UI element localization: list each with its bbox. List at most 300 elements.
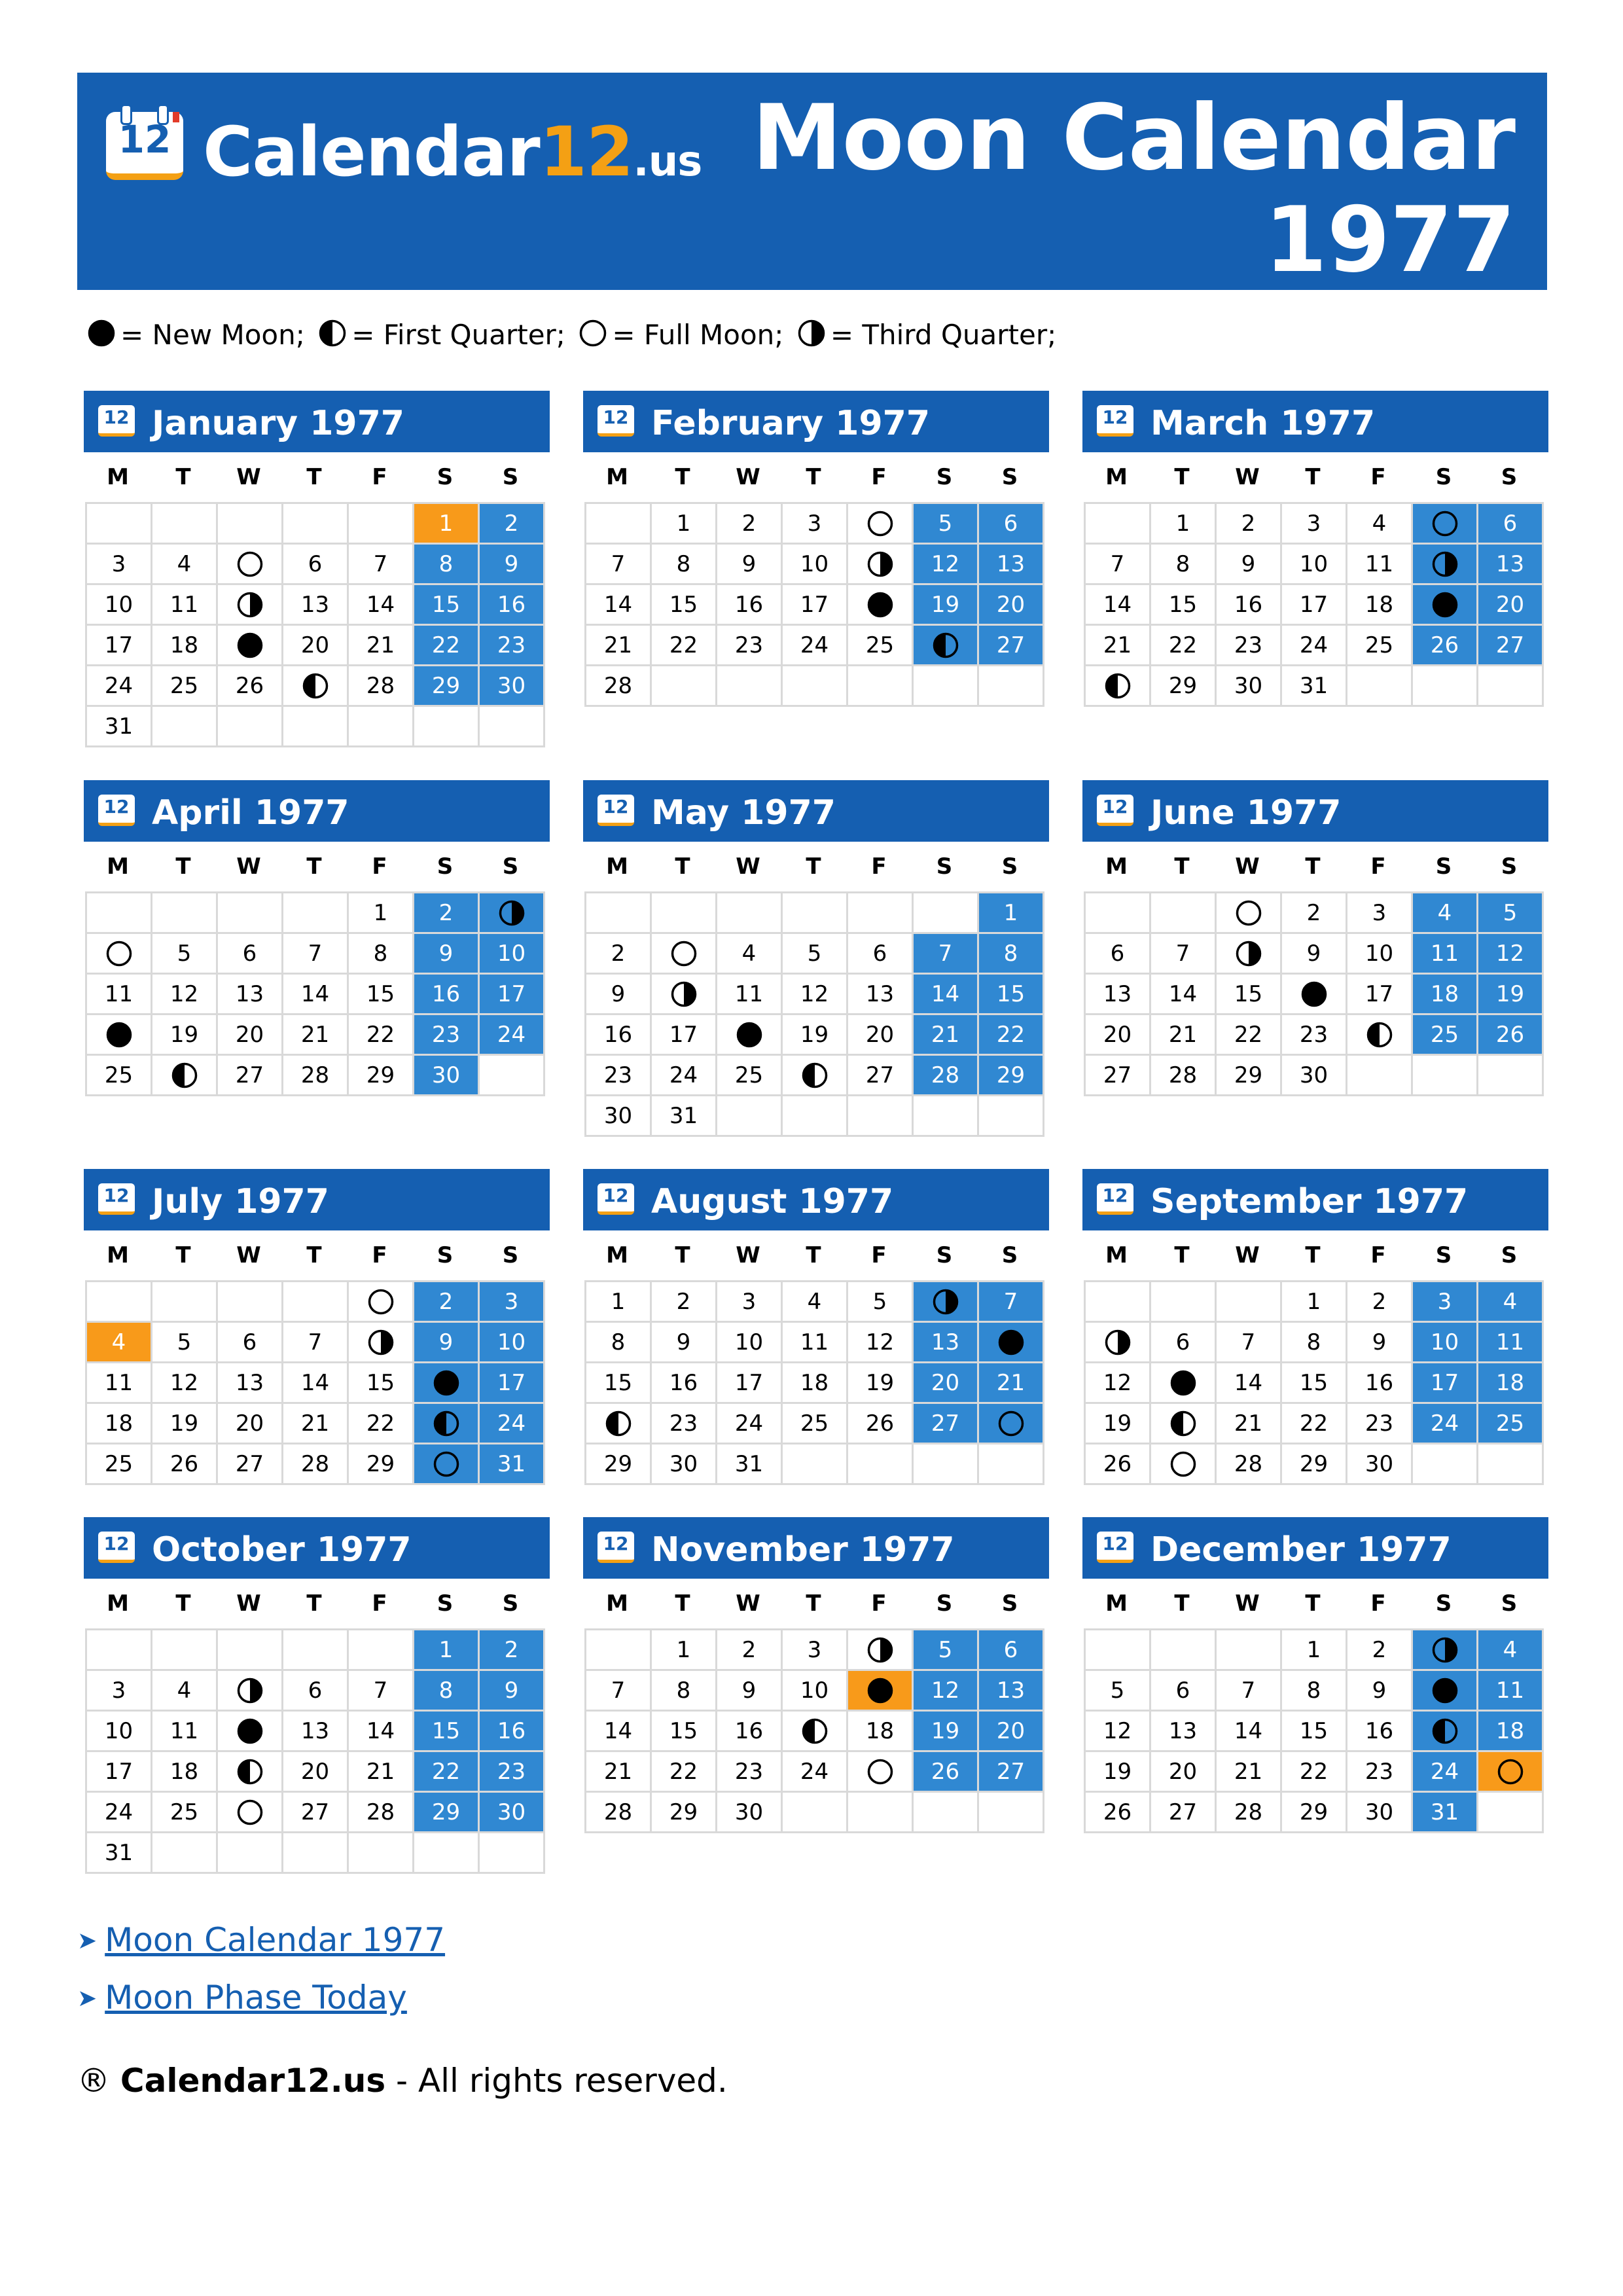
weekday-label: T (675, 1242, 690, 1268)
day-cell: 2 (480, 504, 545, 545)
day-cell: 14 (349, 585, 414, 626)
full-moon-icon (1170, 1451, 1196, 1477)
third-quarter-icon (237, 592, 263, 618)
empty-cell (1217, 1630, 1282, 1671)
day-cell: 26 (152, 1444, 218, 1485)
day-cell: 22 (1217, 1015, 1282, 1056)
day-cell: 16 (1347, 1712, 1413, 1752)
day-cell: 9 (414, 934, 480, 975)
day-cell-first (914, 626, 979, 666)
day-cell-new (414, 1363, 480, 1404)
day-cell: 13 (218, 975, 283, 1015)
day-cell: 9 (1282, 934, 1347, 975)
day-cell: 18 (1347, 585, 1413, 626)
day-cell: 27 (848, 1056, 914, 1096)
page-title (752, 87, 1516, 291)
day-cell: 31 (87, 707, 152, 747)
day-cell: 7 (1086, 545, 1151, 585)
day-cell: 13 (979, 545, 1044, 585)
month-calendar (84, 1517, 550, 1874)
full-moon-icon (579, 319, 607, 353)
day-cell: 8 (414, 1671, 480, 1712)
day-cell: 10 (480, 1323, 545, 1363)
first-quarter-icon (605, 1410, 632, 1437)
weekday-label: S (1501, 464, 1518, 490)
empty-cell (480, 1833, 545, 1874)
first-quarter-icon (302, 673, 329, 699)
day-cell: 15 (414, 1712, 480, 1752)
day-cell: 26 (1478, 1015, 1544, 1056)
empty-cell (349, 1630, 414, 1671)
day-cell: 30 (1282, 1056, 1347, 1096)
third-quarter-icon (867, 551, 893, 577)
full-moon-icon (1236, 900, 1262, 926)
day-cell: 1 (652, 504, 717, 545)
day-cell: 29 (1282, 1793, 1347, 1833)
day-cell-full (87, 934, 152, 975)
calendar-icon (1097, 795, 1133, 826)
day-cell-first (1347, 1015, 1413, 1056)
calendar-icon (597, 1532, 634, 1563)
first-quarter-icon (1105, 673, 1131, 699)
new-moon-icon (867, 592, 893, 618)
day-cell-new (87, 1015, 152, 1056)
month-header (84, 1517, 550, 1579)
day-cell: 23 (1217, 626, 1282, 666)
new-moon-icon (998, 1329, 1024, 1355)
day-cell: 14 (1217, 1363, 1282, 1404)
day-cell: 11 (1478, 1323, 1544, 1363)
empty-cell (1413, 1444, 1478, 1485)
moon-calendar-link-text[interactable]: Moon Calendar 1977 (105, 1921, 446, 1959)
logo-icon-number: 12 (118, 117, 171, 162)
day-cell-first (1151, 1404, 1217, 1444)
day-cell-first (152, 1056, 218, 1096)
day-cell-new (1151, 1363, 1217, 1404)
day-cell: 14 (1217, 1712, 1282, 1752)
days-grid (584, 502, 1044, 707)
weekday-label: S (437, 1242, 454, 1268)
day-cell: 3 (480, 1282, 545, 1323)
days-grid (1084, 1628, 1544, 1833)
day-cell: 21 (914, 1015, 979, 1056)
calendar-icon-number: 12 (103, 406, 130, 428)
day-cell: 1 (414, 1630, 480, 1671)
day-cell: 13 (218, 1363, 283, 1404)
empty-cell (979, 1793, 1044, 1833)
day-cell: 18 (1478, 1363, 1544, 1404)
weekday-label: S (1435, 853, 1452, 880)
day-cell: 16 (1217, 585, 1282, 626)
day-cell: 24 (87, 1793, 152, 1833)
moon-phase-today-link[interactable] (77, 1979, 445, 2017)
day-cell: 23 (1347, 1752, 1413, 1793)
day-cell: 4 (783, 1282, 848, 1323)
day-cell: 4 (87, 1323, 152, 1363)
day-cell: 31 (1413, 1793, 1478, 1833)
weekday-label: T (175, 464, 191, 490)
day-cell: 9 (652, 1323, 717, 1363)
day-cell: 19 (152, 1015, 218, 1056)
weekday-label: S (1001, 1590, 1018, 1617)
day-cell: 24 (1282, 626, 1347, 666)
full-moon-icon (368, 1289, 394, 1315)
day-cell-first (1086, 666, 1151, 707)
day-cell: 30 (480, 1793, 545, 1833)
empty-cell (1217, 1282, 1282, 1323)
first-quarter-icon (237, 1759, 263, 1785)
day-cell: 15 (979, 975, 1044, 1015)
empty-cell (283, 1630, 349, 1671)
empty-cell (349, 707, 414, 747)
day-cell: 15 (349, 975, 414, 1015)
weekday-label: T (675, 1590, 690, 1617)
weekday-label: T (306, 853, 322, 880)
day-cell: 20 (218, 1404, 283, 1444)
day-cell: 4 (1478, 1282, 1544, 1323)
logo-suffix: .us (633, 137, 702, 186)
empty-cell (218, 707, 283, 747)
empty-cell (283, 1282, 349, 1323)
day-cell: 21 (1217, 1752, 1282, 1793)
weekday-label: F (1370, 1590, 1386, 1617)
day-cell-third (848, 545, 914, 585)
day-cell: 13 (848, 975, 914, 1015)
day-cell: 28 (349, 1793, 414, 1833)
day-cell: 27 (218, 1444, 283, 1485)
weekday-label: M (606, 464, 628, 490)
day-cell-new (848, 585, 914, 626)
month-calendar (1082, 1517, 1548, 1833)
day-cell: 13 (283, 1712, 349, 1752)
day-cell: 17 (87, 1752, 152, 1793)
day-cell: 2 (414, 893, 480, 934)
day-cell: 6 (848, 934, 914, 975)
calendar-logo-icon (106, 112, 183, 180)
day-cell: 12 (1086, 1363, 1151, 1404)
day-cell: 9 (480, 1671, 545, 1712)
day-cell: 15 (1151, 585, 1217, 626)
day-cell-new (1413, 1671, 1478, 1712)
day-cell: 22 (414, 626, 480, 666)
day-cell: 2 (480, 1630, 545, 1671)
day-cell: 8 (414, 545, 480, 585)
day-cell: 19 (914, 1712, 979, 1752)
day-cell: 20 (979, 585, 1044, 626)
day-cell: 13 (283, 585, 349, 626)
day-cell: 18 (152, 1752, 218, 1793)
registered-mark: ® (77, 2062, 110, 2100)
weekday-label: T (175, 1242, 191, 1268)
weekday-label: M (1105, 853, 1128, 880)
day-cell: 12 (848, 1323, 914, 1363)
calendar-icon (98, 1183, 135, 1215)
day-cell: 8 (652, 1671, 717, 1712)
day-cell: 28 (1151, 1056, 1217, 1096)
day-cell-first (1413, 1712, 1478, 1752)
empty-cell (283, 504, 349, 545)
calendar-icon-number: 12 (603, 406, 629, 428)
day-cell: 26 (848, 1404, 914, 1444)
empty-cell (1151, 1630, 1217, 1671)
weekday-label: F (1370, 1242, 1386, 1268)
calendar-icon (98, 1532, 135, 1563)
empty-cell (152, 1833, 218, 1874)
day-cell: 17 (1347, 975, 1413, 1015)
empty-cell (1347, 1056, 1413, 1096)
weekday-label: W (236, 1590, 261, 1617)
day-cell: 12 (152, 975, 218, 1015)
day-cell: 28 (1217, 1793, 1282, 1833)
day-cell: 18 (87, 1404, 152, 1444)
full-moon-icon (1432, 511, 1458, 537)
day-cell: 17 (1413, 1363, 1478, 1404)
empty-cell (480, 1056, 545, 1096)
day-cell: 11 (152, 585, 218, 626)
days-grid (85, 1628, 545, 1874)
weekday-label: W (736, 1590, 760, 1617)
month-title: August 1977 (651, 1182, 894, 1221)
empty-cell (152, 893, 218, 934)
day-cell: 27 (1151, 1793, 1217, 1833)
empty-cell (87, 893, 152, 934)
footer-brand: Calendar12.us (120, 2062, 386, 2100)
calendar-icon-number: 12 (1102, 796, 1128, 817)
empty-cell (783, 1444, 848, 1485)
empty-cell (979, 666, 1044, 707)
day-cell: 12 (914, 545, 979, 585)
weekday-label: W (236, 853, 261, 880)
day-cell-third (1217, 934, 1282, 975)
day-cell: 2 (1347, 1282, 1413, 1323)
weekday-label: S (1435, 1590, 1452, 1617)
day-cell-first (783, 1056, 848, 1096)
empty-cell (218, 1630, 283, 1671)
calendar-icon (1097, 1532, 1133, 1563)
day-cell: 28 (586, 666, 652, 707)
days-grid (85, 891, 545, 1096)
day-cell: 29 (979, 1056, 1044, 1096)
empty-cell (1478, 666, 1544, 707)
day-cell-full (848, 1752, 914, 1793)
month-calendar (84, 780, 550, 1096)
calendar-icon (98, 405, 135, 437)
weekday-header (583, 842, 1049, 891)
days-grid (85, 1280, 545, 1485)
day-cell-new (218, 626, 283, 666)
day-cell: 6 (1151, 1671, 1217, 1712)
day-cell: 24 (1413, 1404, 1478, 1444)
day-cell: 3 (783, 1630, 848, 1671)
empty-cell (848, 893, 914, 934)
day-cell: 20 (283, 1752, 349, 1793)
empty-cell (349, 504, 414, 545)
first-quarter-icon (171, 1062, 198, 1088)
day-cell: 16 (1347, 1363, 1413, 1404)
month-header (84, 391, 550, 452)
day-cell: 10 (1347, 934, 1413, 975)
day-cell: 25 (152, 666, 218, 707)
weekday-label: S (936, 853, 953, 880)
day-cell: 3 (1282, 504, 1347, 545)
day-cell: 21 (1086, 626, 1151, 666)
day-cell: 30 (414, 1056, 480, 1096)
day-cell: 21 (349, 1752, 414, 1793)
day-cell: 5 (152, 1323, 218, 1363)
day-cell: 23 (717, 626, 783, 666)
day-cell: 8 (349, 934, 414, 975)
day-cell: 14 (349, 1712, 414, 1752)
weekday-label: F (871, 1590, 887, 1617)
day-cell: 18 (1413, 975, 1478, 1015)
weekday-label: W (236, 464, 261, 490)
day-cell: 6 (218, 1323, 283, 1363)
day-cell: 7 (1217, 1323, 1282, 1363)
day-cell: 14 (1151, 975, 1217, 1015)
day-cell: 27 (218, 1056, 283, 1096)
day-cell-third (848, 1630, 914, 1671)
day-cell: 9 (1217, 545, 1282, 585)
day-cell: 25 (87, 1056, 152, 1096)
weekday-header (1082, 1230, 1548, 1280)
month-calendar (1082, 780, 1548, 1096)
day-cell: 3 (87, 1671, 152, 1712)
day-cell: 28 (914, 1056, 979, 1096)
day-cell: 9 (480, 545, 545, 585)
weekday-label: F (372, 1590, 387, 1617)
full-moon-icon (237, 551, 263, 577)
day-cell: 22 (979, 1015, 1044, 1056)
day-cell: 7 (586, 1671, 652, 1712)
weekday-label: T (306, 1242, 322, 1268)
day-cell: 11 (1413, 934, 1478, 975)
day-cell: 1 (586, 1282, 652, 1323)
empty-cell (783, 1793, 848, 1833)
empty-cell (283, 1833, 349, 1874)
days-grid (85, 502, 545, 747)
day-cell: 30 (1347, 1793, 1413, 1833)
day-cell: 29 (586, 1444, 652, 1485)
weekday-header (84, 842, 550, 891)
third-quarter-icon (1105, 1329, 1131, 1355)
weekday-header (84, 452, 550, 502)
new-moon-icon (1301, 981, 1327, 1007)
weekday-label: W (736, 464, 760, 490)
empty-cell (87, 1282, 152, 1323)
moon-calendar-link[interactable] (77, 1921, 445, 1959)
day-cell: 12 (1478, 934, 1544, 975)
empty-cell (586, 1630, 652, 1671)
moon-phase-today-link-text[interactable]: Moon Phase Today (105, 1979, 407, 2017)
day-cell: 28 (283, 1444, 349, 1485)
day-cell: 7 (979, 1282, 1044, 1323)
day-cell: 9 (717, 545, 783, 585)
day-cell: 10 (87, 585, 152, 626)
day-cell: 18 (152, 626, 218, 666)
day-cell: 24 (717, 1404, 783, 1444)
day-cell: 14 (914, 975, 979, 1015)
day-cell: 5 (914, 1630, 979, 1671)
day-cell: 6 (1151, 1323, 1217, 1363)
day-cell: 7 (283, 1323, 349, 1363)
day-cell: 8 (1282, 1323, 1347, 1363)
legend-first-quarter: = First Quarter; (351, 319, 565, 351)
day-cell: 31 (1282, 666, 1347, 707)
weekday-label: W (1235, 853, 1260, 880)
month-title: July 1977 (152, 1182, 329, 1221)
month-title: April 1977 (152, 793, 349, 833)
third-quarter-icon (237, 1677, 263, 1704)
empty-cell (283, 707, 349, 747)
empty-cell (1151, 1282, 1217, 1323)
calendar-icon (1097, 405, 1133, 437)
weekday-label: M (107, 1242, 129, 1268)
weekday-label: M (107, 1590, 129, 1617)
empty-cell (1086, 1630, 1151, 1671)
day-cell: 5 (783, 934, 848, 975)
day-cell: 22 (1151, 626, 1217, 666)
month-title: October 1977 (152, 1530, 412, 1570)
day-cell: 21 (586, 1752, 652, 1793)
day-cell: 6 (1086, 934, 1151, 975)
day-cell: 30 (480, 666, 545, 707)
empty-cell (914, 666, 979, 707)
day-cell: 2 (414, 1282, 480, 1323)
weekday-label: T (1305, 1590, 1321, 1617)
day-cell: 18 (783, 1363, 848, 1404)
day-cell-full (1151, 1444, 1217, 1485)
empty-cell (218, 893, 283, 934)
first-quarter-icon (433, 1410, 459, 1437)
new-moon-icon (106, 1022, 132, 1048)
day-cell: 29 (349, 1444, 414, 1485)
day-cell: 25 (1413, 1015, 1478, 1056)
moon-phase-legend (82, 319, 1056, 353)
day-cell-new (1282, 975, 1347, 1015)
day-cell: 19 (848, 1363, 914, 1404)
first-quarter-icon (1366, 1022, 1393, 1048)
day-cell: 23 (480, 626, 545, 666)
day-cell: 28 (283, 1056, 349, 1096)
day-cell: 24 (783, 1752, 848, 1793)
calendar-icon-number: 12 (603, 1533, 629, 1554)
day-cell: 10 (87, 1712, 152, 1752)
empty-cell (914, 1096, 979, 1137)
empty-cell (152, 1282, 218, 1323)
empty-cell (152, 1630, 218, 1671)
empty-cell (1413, 666, 1478, 707)
day-cell: 2 (652, 1282, 717, 1323)
empty-cell (717, 666, 783, 707)
day-cell: 15 (1282, 1712, 1347, 1752)
full-moon-icon (106, 941, 132, 967)
day-cell: 19 (1086, 1752, 1151, 1793)
weekday-label: W (1235, 1590, 1260, 1617)
weekday-label: T (806, 853, 821, 880)
day-cell: 3 (1347, 893, 1413, 934)
day-cell: 10 (717, 1323, 783, 1363)
weekday-header (84, 1579, 550, 1628)
weekday-label: S (1001, 1242, 1018, 1268)
new-moon-icon (1170, 1370, 1196, 1396)
day-cell: 13 (1151, 1712, 1217, 1752)
weekday-label: T (1174, 1242, 1190, 1268)
weekday-label: M (107, 853, 129, 880)
day-cell: 29 (414, 666, 480, 707)
empty-cell (1347, 666, 1413, 707)
day-cell: 30 (1217, 666, 1282, 707)
day-cell: 23 (586, 1056, 652, 1096)
